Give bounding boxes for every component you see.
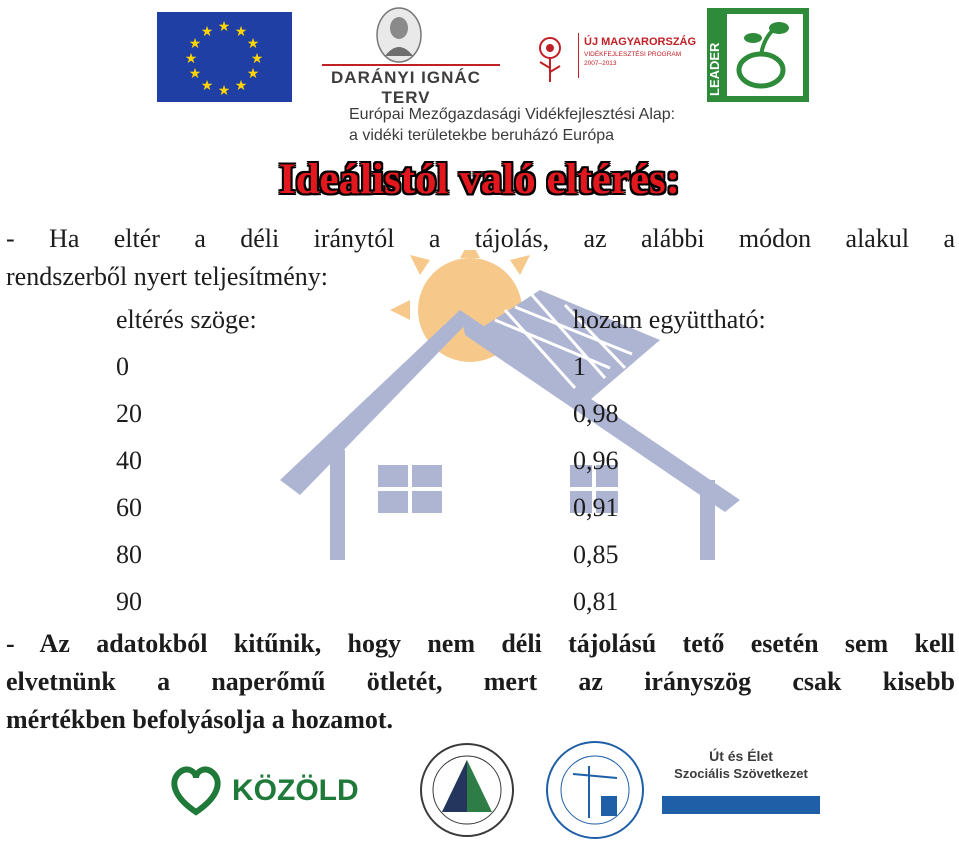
svg-text:★: ★ <box>200 78 214 94</box>
kozold-label: KÖZÖLD <box>232 774 359 807</box>
eu-flag-logo <box>157 12 292 102</box>
svg-text:★: ★ <box>217 83 231 99</box>
uj-magyarorszag-logo <box>528 28 698 88</box>
column-header-factor: hozam együttható: <box>573 305 766 334</box>
table-row <box>116 352 836 399</box>
factor-cell: 1 <box>573 352 586 381</box>
utes-line-1: Út és Élet <box>709 748 773 764</box>
leader-emblem-icon <box>707 8 809 102</box>
zagyva-videkfejlesztesi-seal <box>408 740 526 840</box>
angle-cell: 60 <box>116 493 142 522</box>
angle-cell: 90 <box>116 587 142 616</box>
ujmo-subtitle: VIDÉKFEJLESZTÉSI PROGRAM <box>584 51 682 58</box>
svg-text:★: ★ <box>234 24 248 40</box>
svg-text:★: ★ <box>188 66 202 82</box>
intro-line-2: rendszerből nyert teljesítmény: <box>6 262 329 291</box>
ujmo-years: 2007–2013 <box>584 60 617 67</box>
factor-cell: 0,81 <box>573 587 619 616</box>
svg-text:★: ★ <box>250 51 264 67</box>
orientation-yield-table <box>116 305 836 634</box>
eafrd-line-1: Európai Mezőgazdasági Vidékfejlesztési Alap: <box>349 106 676 123</box>
angle-cell: 40 <box>116 446 142 475</box>
portrait-icon <box>374 6 424 64</box>
utes-line-2: Szociális Szövetkezet <box>674 766 808 781</box>
leader-logo <box>707 8 809 102</box>
kozold-logo <box>168 760 398 820</box>
angle-cell: 80 <box>116 540 142 569</box>
intro-line-1: - Ha eltér a déli iránytól a tájolás, az alábbi módon alakul a <box>6 224 955 253</box>
blue-stripe <box>662 796 820 814</box>
eu-stars-icon <box>157 12 292 102</box>
page-title: Ideálistól való eltérés: <box>278 156 681 203</box>
factor-cell: 0,91 <box>573 493 619 522</box>
conclusion-line-1: - Az adatokból kitűnik, hogy nem déli tájolású tető esetén sem kell <box>6 629 955 658</box>
factor-cell: 0,85 <box>573 540 619 569</box>
table-row <box>116 399 836 446</box>
factor-cell: 0,98 <box>573 399 619 428</box>
red-rule <box>322 64 500 66</box>
daranyi-label: DARÁNYI IGNÁC TERV <box>331 68 481 107</box>
angle-cell: 20 <box>116 399 142 428</box>
table-header-row <box>116 305 836 352</box>
table-row <box>116 493 836 540</box>
table-row <box>116 446 836 493</box>
svg-text:★: ★ <box>234 78 248 94</box>
divider <box>578 33 579 78</box>
factor-cell: 0,96 <box>573 446 619 475</box>
ut-es-elet-logo <box>658 746 824 826</box>
kozold-heart-icon <box>168 760 398 820</box>
nagykunsagert-seal <box>543 738 647 842</box>
leader-label: LEADER <box>707 42 722 96</box>
svg-text:★: ★ <box>200 24 214 40</box>
conclusion-paragraph <box>6 625 955 739</box>
svg-text:★: ★ <box>246 36 260 52</box>
intro-paragraph <box>6 220 955 296</box>
conclusion-line-3: mértékben befolyásolja a hozamot. <box>6 705 394 734</box>
angle-cell: 0 <box>116 352 129 381</box>
svg-text:★: ★ <box>217 19 231 35</box>
eafrd-caption <box>349 104 709 146</box>
svg-text:★: ★ <box>184 51 198 67</box>
flower-icon <box>528 32 572 84</box>
zagyva-seal-icon <box>408 740 526 840</box>
eafrd-line-2: a vidéki területekbe beruházó Európa <box>349 127 615 144</box>
conclusion-line-2: elvetnünk a naperőmű ötletét, mert az irányszög csak kisebb <box>6 667 955 696</box>
nagykun-seal-icon <box>543 738 647 842</box>
svg-text:★: ★ <box>246 66 260 82</box>
ujmo-title: ÚJ MAGYARORSZÁG <box>584 36 697 48</box>
svg-text:★: ★ <box>188 36 202 52</box>
table-row <box>116 540 836 587</box>
column-header-angle: eltérés szöge: <box>116 305 257 334</box>
daranyi-ignac-terv-logo <box>316 6 506 107</box>
